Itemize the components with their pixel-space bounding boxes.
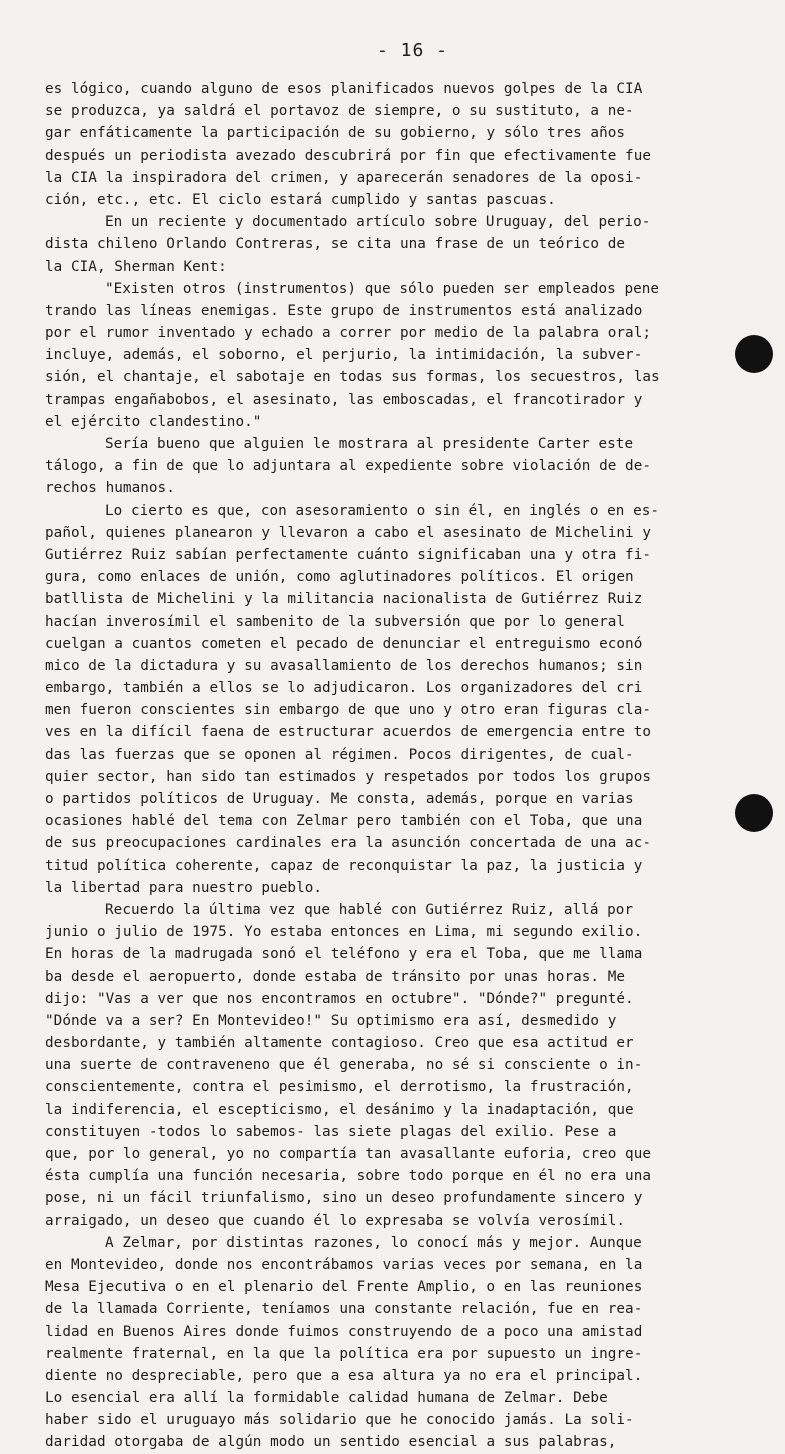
text-line: A Zelmar, por distintas razones, lo conocí más y mejor. Aunque xyxy=(105,1234,642,1251)
text-line: lidad en Buenos Aires donde fuimos construyendo de a poco una amistad xyxy=(45,1323,643,1340)
text-line: Lo esencial era allí la formidable calidad humana de Zelmar. Debe xyxy=(45,1390,608,1407)
text-line: Gutiérrez Ruiz sabían perfectamente cuánto significaban una y otra fi- xyxy=(45,546,652,563)
text-line: de la llamada Corriente, teníamos una constante relación, fue en rea- xyxy=(45,1301,643,1318)
text-line: "Existen otros (instrumentos) que sólo pueden ser empleados pene xyxy=(105,280,660,297)
text-line: hacían inverosímil el sambenito de la subversión que por lo general xyxy=(45,613,626,630)
text-line: En horas de la madrugada sonó el teléfono y era el Toba, que me llama xyxy=(45,946,643,963)
text-line: la CIA la inspiradora del crimen, y aparecerán senadores de la oposi- xyxy=(45,169,643,186)
text-line: gar enfáticamente la participación de su gobierno, y sólo tres años xyxy=(45,125,626,142)
body-text xyxy=(45,78,757,1454)
text-line: por el rumor inventado y echado a correr por medio de la palabra oral; xyxy=(45,325,652,342)
text-line: sión, el chantaje, el sabotaje en todas sus formas, los secuestros, las xyxy=(45,369,660,386)
text-line: dista chileno Orlando Contreras, se cita una frase de un teórico de xyxy=(45,236,626,253)
text-line: en Montevideo, donde nos encontrábamos varias veces por semana, en la xyxy=(45,1256,643,1273)
text-line: titud política coherente, capaz de reconquistar la paz, la justicia y xyxy=(45,857,643,874)
text-line: trampas engañabobos, el asesinato, las emboscadas, el francotirador y xyxy=(45,391,643,408)
text-line: embargo, también a ellos se lo adjudicaron. Los organizadores del cri xyxy=(45,680,643,697)
punch-hole xyxy=(735,335,773,373)
text-line: desbordante, y también altamente contagioso. Creo que esa actitud er xyxy=(45,1035,634,1052)
text-line: "Dónde va a ser? En Montevideo!" Su optimismo era así, desmedido y xyxy=(45,1012,617,1029)
text-line: dijo: "Vas a ver que nos encontramos en octubre". "Dónde?" pregunté. xyxy=(45,990,634,1007)
text-line: diente no despreciable, pero que a esa altura ya no era el principal. xyxy=(45,1367,643,1384)
text-line: ocasiones hablé del tema con Zelmar pero también con el Toba, que una xyxy=(45,813,643,830)
punch-hole xyxy=(735,794,773,832)
text-line: que, por lo general, yo no compartía tan avasallante euforia, creo que xyxy=(45,1146,652,1162)
text-line: quier sector, han sido tan estimados y respetados por todos los grupos xyxy=(45,768,652,785)
text-line: haber sido el uruguayo más solidario que he conocido jamás. La soli- xyxy=(45,1412,634,1429)
text-line: ba desde el aeropuerto, donde estaba de tránsito por unas horas. Me xyxy=(45,968,626,985)
text-line: das las fuerzas que se oponen al régimen. Pocos dirigentes, de cual- xyxy=(45,746,634,763)
text-line: trando las líneas enemigas. Este grupo de instrumentos está analizado xyxy=(45,302,643,319)
text-line: arraigado, un deseo que cuando él lo expresaba se volvía verosímil. xyxy=(45,1212,626,1229)
text-line: una suerte de contraveneno que él generaba, no sé si consciente o in- xyxy=(45,1057,643,1074)
text-line: la libertad para nuestro pueblo. xyxy=(45,879,323,896)
text-line: ción, etc., etc. El ciclo estará cumplido y santas pascuas. xyxy=(45,191,556,208)
text-line: la CIA, Sherman Kent: xyxy=(45,258,227,275)
text-line: el ejército clandestino." xyxy=(45,413,262,430)
text-line: la indiferencia, el escepticismo, el desánimo y la inadaptación, que xyxy=(45,1101,634,1118)
text-line: se produzca, ya saldrá el portavoz de siempre, o su sustituto, a ne- xyxy=(45,103,634,120)
text-line: cuelgan a cuantos cometen el pecado de denunciar el entreguismo econó xyxy=(45,635,643,652)
page-number: - 16 - xyxy=(376,40,449,61)
text-line: constituyen -todos lo sabemos- las siete plagas del exilio. Pese a xyxy=(45,1123,617,1140)
text-line: realmente fraternal, en la que la política era por supuesto un ingre- xyxy=(45,1345,643,1362)
text-line: men fueron conscientes sin embargo de que uno y otro eran figuras cla- xyxy=(45,702,652,719)
text-line: batllista de Michelini y la militancia nacionalista de Gutiérrez Ruiz xyxy=(45,591,643,608)
text-line: es lógico, cuando alguno de esos planificados nuevos golpes de la CIA xyxy=(45,81,643,97)
text-line: de sus preocupaciones cardinales era la asunción concertada de una ac- xyxy=(45,835,652,852)
text-line: ves en la difícil faena de estructurar acuerdos de emergencia entre to xyxy=(45,724,652,741)
text-line: Mesa Ejecutiva o en el plenario del Frente Amplio, o en las reuniones xyxy=(45,1279,643,1296)
text-line: pañol, quienes planearon y llevaron a cabo el asesinato de Michelini y xyxy=(45,524,652,541)
text-line: pose, ni un fácil triunfalismo, sino un deseo profundamente sincero y xyxy=(45,1190,643,1207)
text-line: daridad otorgaba de algún modo un sentido esencial a sus palabras, xyxy=(45,1434,617,1451)
text-line: junio o julio de 1975. Yo estaba entonces en Lima, mi segundo exilio. xyxy=(45,924,643,941)
text-line: rechos humanos. xyxy=(45,480,175,497)
text-line: después un periodista avezado descubrirá por fin que efectivamente fue xyxy=(45,147,652,164)
text-line: tálogo, a fin de que lo adjuntara al expediente sobre violación de de- xyxy=(45,458,652,475)
text-line: gura, como enlaces de unión, como aglutinadores políticos. El origen xyxy=(45,569,634,586)
text-line: conscientemente, contra el pesimismo, el derrotismo, la frustración, xyxy=(45,1079,634,1096)
text-line: Sería bueno que alguien le mostrara al presidente Carter este xyxy=(105,436,634,452)
text-line: incluye, además, el soborno, el perjurio, la intimidación, la subver- xyxy=(45,347,643,364)
text-line: o partidos políticos de Uruguay. Me consta, además, porque en varias xyxy=(45,791,634,807)
text-line: En un reciente y documentado artículo sobre Uruguay, del perio- xyxy=(105,214,651,231)
text-line: Lo cierto es que, con asesoramiento o sin él, en inglés o en es- xyxy=(105,502,660,519)
text-line: Recuerdo la última vez que hablé con Gutiérrez Ruiz, allá por xyxy=(105,901,634,918)
text-line: mico de la dictadura y su avasallamiento de los derechos humanos; sin xyxy=(45,657,643,674)
text-line: ésta cumplía una función necesaria, sobre todo porque en él no era una xyxy=(45,1168,652,1185)
